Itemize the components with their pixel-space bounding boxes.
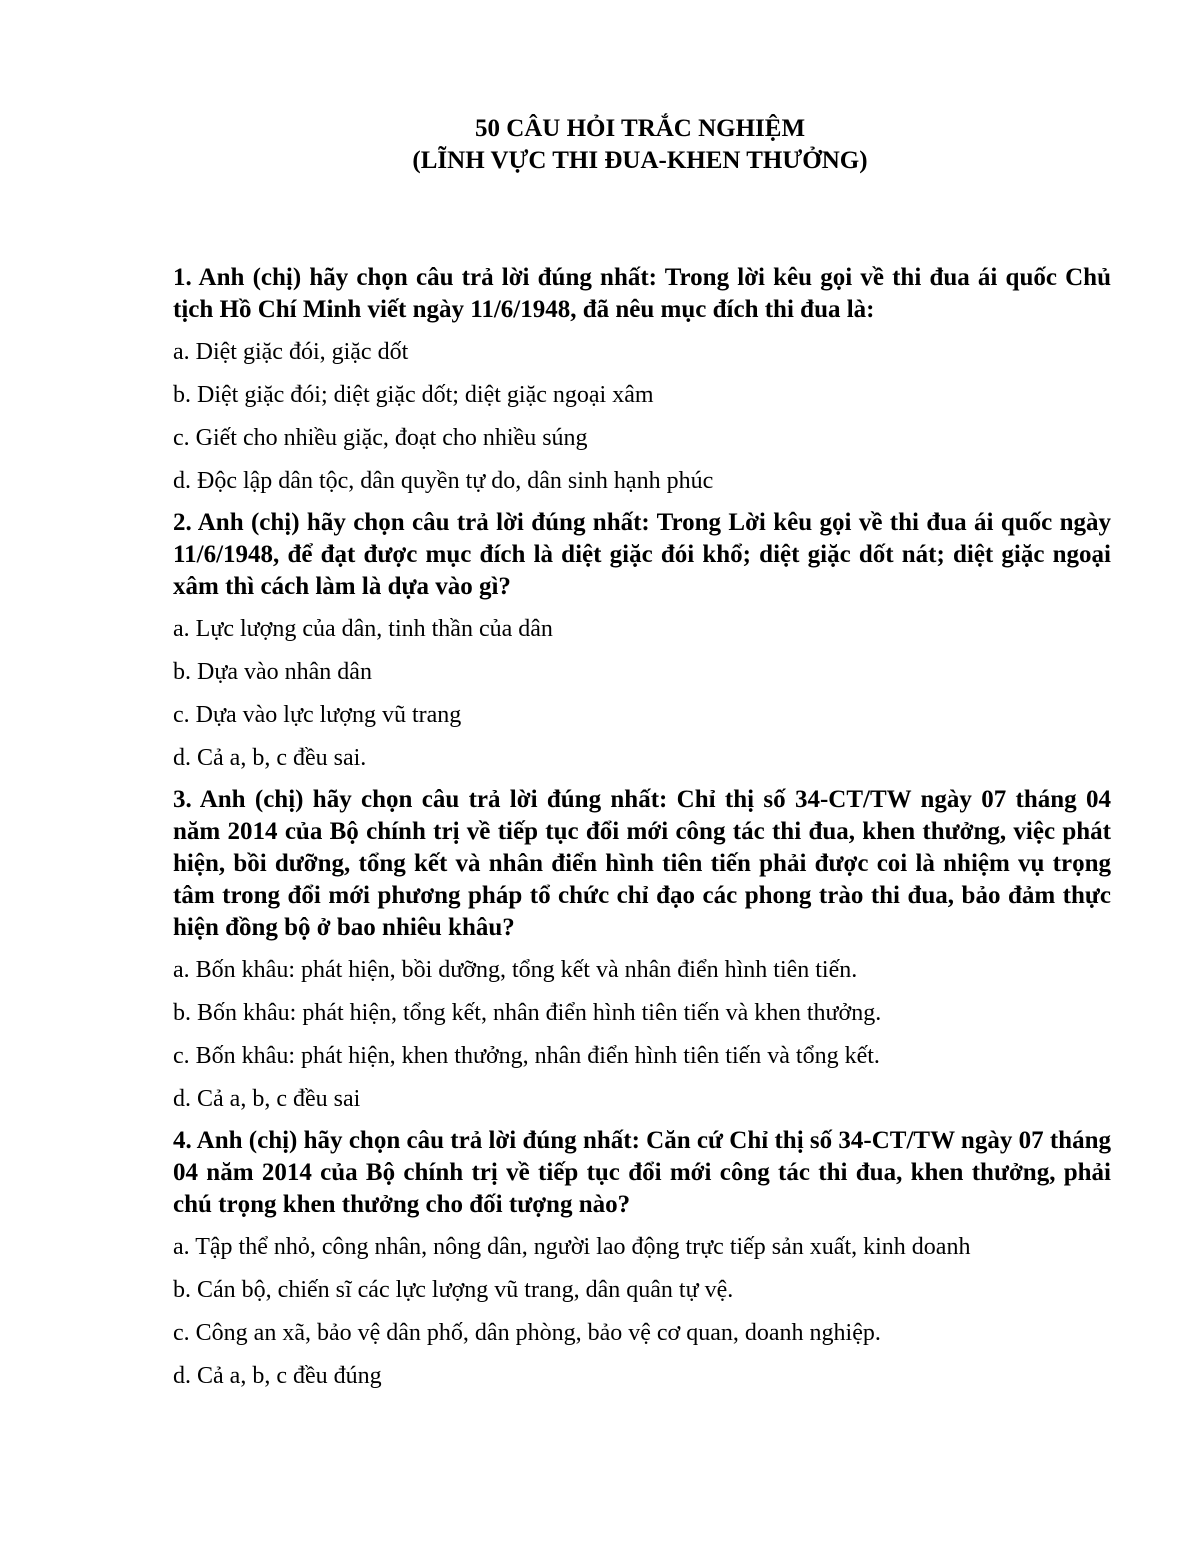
option-c: c. Bốn khâu: phát hiện, khen thưởng, nhân điển hình tiên tiến và tổng kết. [173,1043,880,1069]
option-c: c. Dựa vào lực lượng vũ trang [173,702,462,728]
option-b: b. Diệt giặc đói; diệt giặc dốt; diệt giặc ngoại xâm [173,382,654,408]
option-d: d. Cả a, b, c đều sai [173,1086,361,1112]
title-line-2: (LĨNH VỰC THI ĐUA-KHEN THƯỞNG) [412,147,868,174]
option-a: a. Diệt giặc đói, giặc dốt [173,339,409,365]
question-text: 3. Anh (chị) hãy chọn câu trả lời đúng nhất: Chỉ thị số 34-CT/TW ngày 07 tháng 04 năm 2014 của Bộ chính trị về tiếp tục đổi mới công tác thi đua, khen thưởng, việc phát hiện, bồi dưỡng, tổng kết và nhân điển hình tiên tiến phải được coi là nhiệm vụ trọng tâm trong đổi mới phương pháp tổ chức chỉ đạo các phong trào thi đua, bảo đảm thực hiện đồng bộ ở bao nhiêu khâu? [173,786,1111,941]
title-line-1: 50 CÂU HỎI TRẮC NGHIỆM [474,115,806,142]
option-a: a. Tập thể nhỏ, công nhân, nông dân, người lao động trực tiếp sản xuất, kinh doanh [173,1234,971,1260]
option-b: b. Cán bộ, chiến sĩ các lực lượng vũ trang, dân quân tự vệ. [173,1277,734,1303]
question-3 [173,784,1111,1116]
question-4 [173,1125,1111,1393]
option-d: d. Cả a, b, c đều đúng [173,1363,382,1389]
option-b: b. Dựa vào nhân dân [173,659,372,685]
document-title [0,113,1200,177]
option-a: a. Bốn khâu: phát hiện, bồi dưỡng, tổng kết và nhân điển hình tiên tiến. [173,957,858,983]
option-b: b. Bốn khâu: phát hiện, tổng kết, nhân điển hình tiên tiến và khen thưởng. [173,1000,882,1026]
question-text: 4. Anh (chị) hãy chọn câu trả lời đúng nhất: Căn cứ Chỉ thị số 34-CT/TW ngày 07 tháng 04 năm 2014 của Bộ chính trị về tiếp tục đổi mới công tác thi đua, khen thưởng, phải chú trọng khen thưởng cho đối tượng nào? [173,1127,1111,1218]
option-d: d. Cả a, b, c đều sai. [173,745,367,771]
option-c: c. Công an xã, bảo vệ dân phố, dân phòng, bảo vệ cơ quan, doanh nghiệp. [173,1320,881,1346]
question-text: 1. Anh (chị) hãy chọn câu trả lời đúng nhất: Trong lời kêu gọi về thi đua ái quốc Chủ tịch Hồ Chí Minh viết ngày 11/6/1948, đã nêu mục đích thi đua là: [173,264,1111,323]
question-text: 2. Anh (chị) hãy chọn câu trả lời đúng nhất: Trong Lời kêu gọi về thi đua ái quốc ngày 11/6/1948, để đạt được mục đích là diệt giặc đói khổ; diệt giặc dốt nát; diệt giặc ngoại xâm thì cách làm là dựa vào gì? [173,509,1111,600]
option-d: d. Độc lập dân tộc, dân quyền tự do, dân sinh hạnh phúc [173,468,714,494]
question-2 [173,507,1111,775]
option-c: c. Giết cho nhiều giặc, đoạt cho nhiều súng [173,425,588,451]
question-1 [173,262,1111,498]
question-list [173,262,1111,1402]
option-a: a. Lực lượng của dân, tinh thần của dân [173,616,553,642]
